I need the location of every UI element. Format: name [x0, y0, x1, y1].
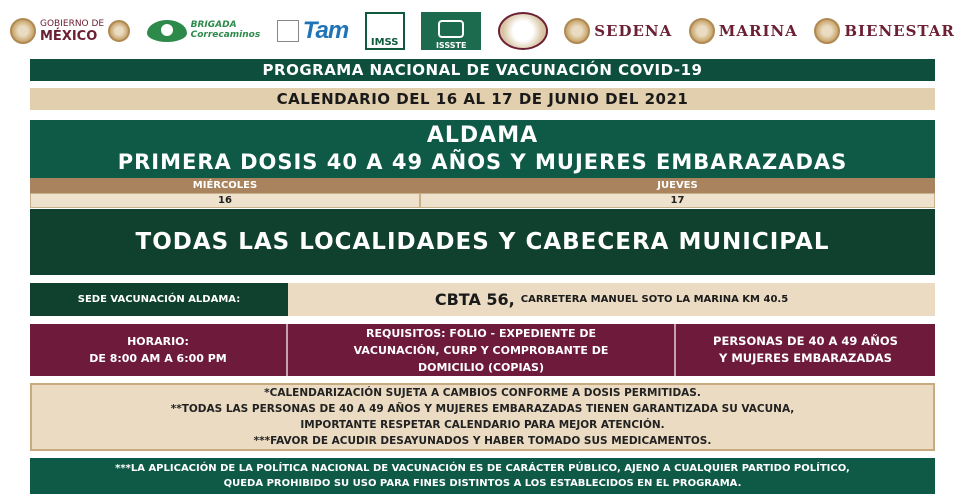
sedena-seal-icon [564, 18, 590, 44]
issste-text: ISSSTE [435, 41, 467, 50]
notes-box [30, 383, 935, 451]
sede-label: SEDE VACUNACIÓN ALDAMA: [30, 283, 288, 316]
population-line: PERSONAS DE 40 A 49 AÑOS [713, 334, 898, 348]
municipality-banner [30, 120, 935, 178]
calendar-dates: CALENDARIO DEL 16 AL 17 DE JUNIO DEL 2021 [30, 88, 935, 110]
sedena-logo [564, 18, 672, 44]
sede-row [30, 283, 935, 316]
program-title: PROGRAMA NACIONAL DE VACUNACIÓN COVID-19 [30, 59, 935, 81]
note-line: IMPORTANTE RESPETAR CALENDARIO PARA MEJOR ATENCIÓN. [300, 419, 665, 431]
requirements-line: VACUNACIÓN, CURP Y COMPROBANTE DE [353, 343, 609, 357]
requirements-line: DOMICILIO (COPIAS) [417, 360, 545, 374]
requirements-line: REQUISITOS: FOLIO - EXPEDIENTE DE [366, 326, 596, 340]
note-line: **TODAS LAS PERSONAS DE 40 A 49 AÑOS Y MUJERES EMBARAZADAS TIENEN GARANTIZADA SU VACUNA, [170, 403, 795, 415]
gobierno-line2: MÉXICO [40, 28, 98, 44]
weekday-cell: MIÉRCOLES [30, 178, 420, 193]
eagle-emblem-icon [498, 12, 548, 50]
tamaulipas-seal-icon [277, 20, 299, 42]
brigada-icon [147, 20, 187, 42]
marina-text: MARINA [718, 22, 798, 40]
tam-text: Tam [302, 17, 349, 44]
bienestar-logo [814, 18, 955, 44]
schedule-label: HORARIO: [127, 335, 189, 348]
gobierno-mexico-logo [10, 18, 130, 44]
date-row [30, 193, 935, 208]
weekday-cell: JUEVES [420, 178, 935, 193]
schedule-value: DE 8:00 AM A 6:00 PM [89, 352, 227, 365]
sede-value [288, 283, 935, 316]
imss-text: IMSS [370, 37, 399, 48]
target-group: PRIMERA DOSIS 40 A 49 AÑOS Y MUJERES EMBARAZADAS [117, 150, 848, 174]
population-line: Y MUJERES EMBARAZADAS [719, 351, 892, 365]
date-cell: 16 [30, 193, 420, 208]
mexico-seal-icon [10, 18, 36, 44]
gobierno-line1: GOBIERNO DE [40, 18, 105, 29]
sede-place: CBTA 56, [434, 290, 515, 309]
marina-logo [689, 18, 798, 44]
bienestar-seal-icon [814, 18, 840, 44]
brigada-line2: Correcaminos [190, 30, 261, 40]
marina-seal-icon [689, 18, 715, 44]
date-cell: 17 [420, 193, 935, 208]
footer-line: ***LA APLICACIÓN DE LA POLÍTICA NACIONAL DE VACUNACIÓN ES DE CARÁCTER PÚBLICO, AJENO A CUALQUIER PARTIDO POLÍTICO, [115, 463, 850, 474]
issste-icon [438, 20, 464, 38]
sedena-text: SEDENA [594, 22, 673, 40]
requirements-cell [288, 324, 676, 376]
note-line: ***FAVOR DE ACUDIR DESAYUNADOS Y HABER TOMADO SUS MEDICAMENTOS. [253, 435, 712, 447]
days-table [30, 178, 935, 208]
imss-logo [365, 12, 405, 50]
weekday-row [30, 178, 935, 193]
sede-address: CARRETERA MANUEL SOTO LA MARINA KM 40.5 [520, 294, 789, 305]
municipality-name: ALDAMA [426, 123, 539, 148]
tamaulipas-logo [277, 17, 348, 45]
legal-footer [30, 458, 935, 494]
brigada-logo [147, 20, 261, 42]
shield-icon [108, 20, 130, 42]
localities-banner: TODAS LAS LOCALIDADES Y CABECERA MUNICIPAL [30, 209, 935, 275]
population-cell [676, 324, 935, 376]
brigada-line1: BRIGADA [190, 20, 237, 31]
requirements-row [30, 324, 935, 376]
logo-bar [10, 8, 955, 54]
issste-logo [421, 12, 481, 50]
footer-line: QUEDA PROHIBIDO SU USO PARA FINES DISTINTOS A LOS ESTABLECIDOS EN EL PROGRAMA. [223, 478, 742, 489]
note-line: *CALENDARIZACIÓN SUJETA A CAMBIOS CONFORME A DOSIS PERMITIDAS. [264, 387, 701, 399]
schedule-cell [30, 324, 288, 376]
bienestar-text: BIENESTAR [844, 22, 955, 40]
